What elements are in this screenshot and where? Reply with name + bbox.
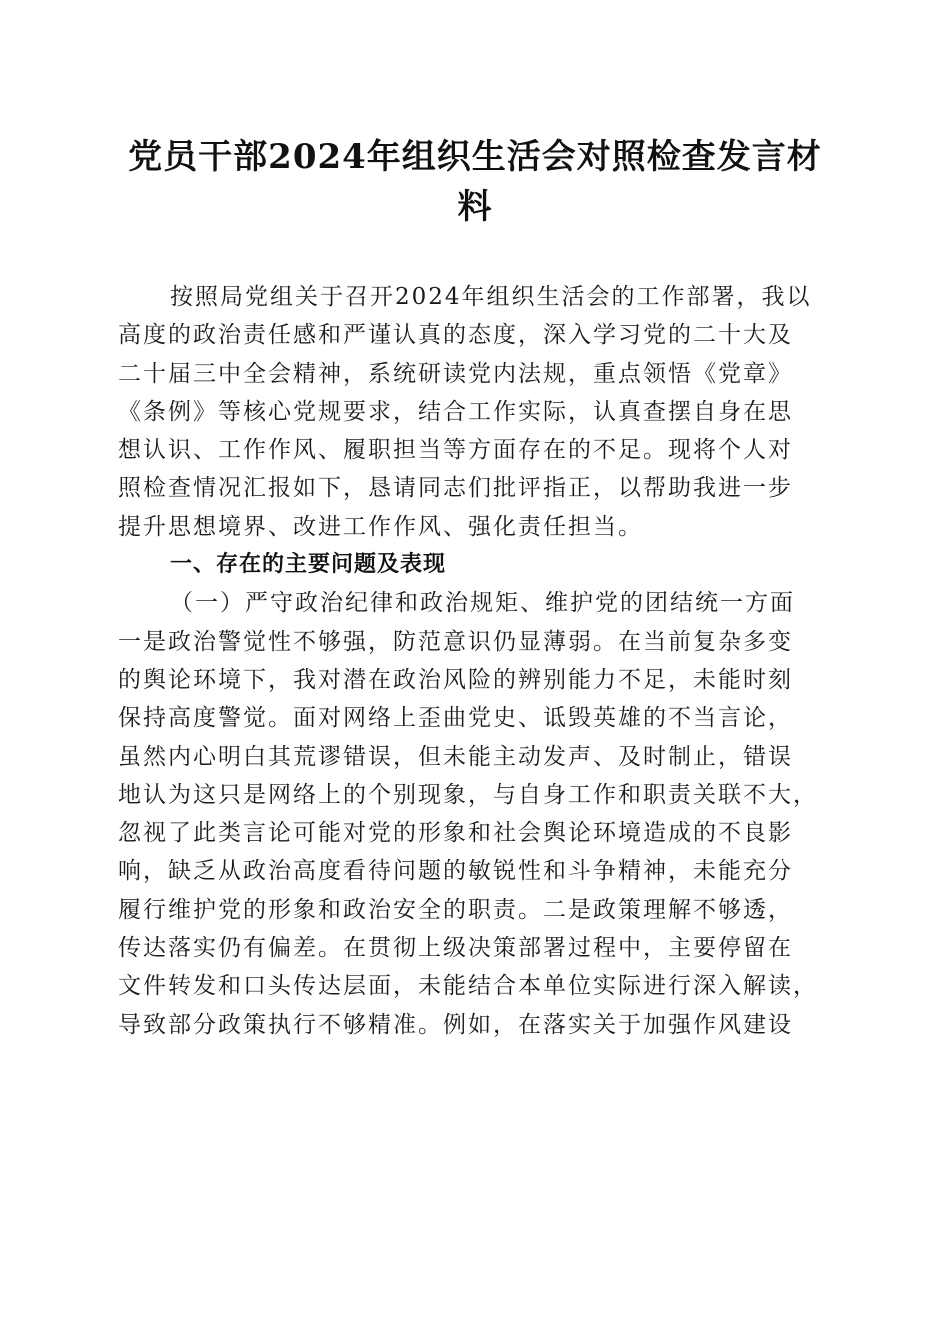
section-heading: 一、存在的主要问题及表现 xyxy=(170,552,447,578)
content-line: 履行维护党的形象和政治安全的职责。二是政策理解不够透， xyxy=(118,896,793,923)
intro-line: 高度的政治责任感和严谨认真的态度，深入学习党的二十大及 xyxy=(118,322,793,349)
document-title: 党员干部2024年组织生活会对照检查发言材料 xyxy=(128,137,822,227)
content-line: 保持高度警觉。面对网络上歪曲党史、诋毁英雄的不当言论， xyxy=(118,705,793,732)
content-line: 一是政治警觉性不够强，防范意识仍显薄弱。在当前复杂多变 xyxy=(118,628,793,655)
content-line: 响，缺乏从政治高度看待问题的敏锐性和斗争精神，未能充分 xyxy=(118,858,793,885)
content-line: 传达落实仍有偏差。在贯彻上级决策部署过程中，主要停留在 xyxy=(118,935,793,962)
document-body xyxy=(118,278,832,1044)
intro-line: 想认识、工作作风、履职担当等方面存在的不足。现将个人对 xyxy=(118,437,793,464)
content-line: 虽然内心明白其荒谬错误，但未能主动发声、及时制止，错误 xyxy=(118,743,793,770)
content-line: 导致部分政策执行不够精准。例如，在落实关于加强作风建设 xyxy=(118,1011,793,1038)
subsection-heading: （一）严守政治纪律和政治规矩、维护党的团结统一方面 xyxy=(170,590,795,617)
intro-line: 《条例》等核心党规要求，结合工作实际，认真查摆自身在思 xyxy=(118,398,793,425)
intro-line: 照检查情况汇报如下，恳请同志们批评指正，以帮助我进一步 xyxy=(118,475,793,502)
content-line: 文件转发和口头传达层面，未能结合本单位实际进行深入解读， xyxy=(118,973,818,1000)
intro-line: 提升思想境界、改进工作作风、强化责任担当。 xyxy=(118,513,643,540)
intro-line: 按照局党组关于召开2024年组织生活会的工作部署，我以 xyxy=(170,284,812,310)
content-line: 忽视了此类言论可能对党的形象和社会舆论环境造成的不良影 xyxy=(118,820,793,847)
content-line: 的舆论环境下，我对潜在政治风险的辨别能力不足，未能时刻 xyxy=(118,666,793,693)
intro-line: 二十届三中全会精神，系统研读党内法规，重点领悟《党章》 xyxy=(118,360,793,387)
content-line: 地认为这只是网络上的个别现象，与自身工作和职责关联不大， xyxy=(118,781,818,808)
